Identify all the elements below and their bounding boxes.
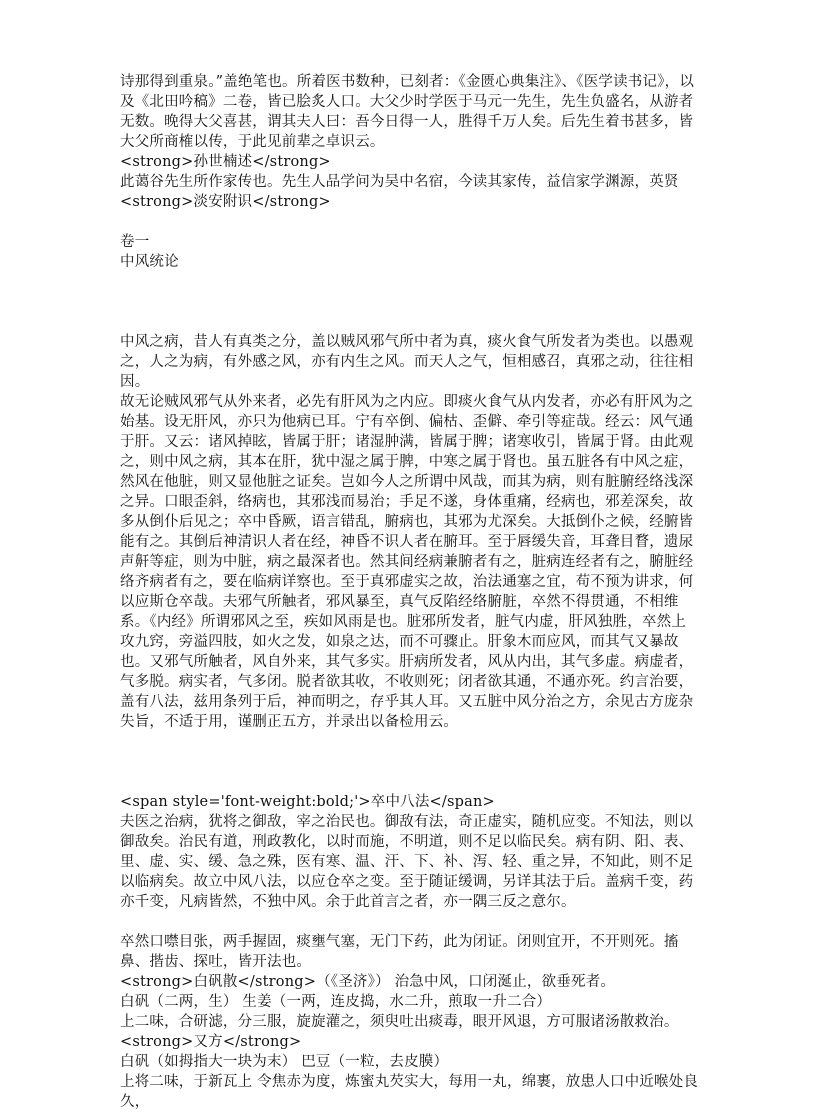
subsection-heading-eight-methods: <span style='font-weight:bold;'>卒中八法</span> — [120, 794, 495, 810]
author-line-sun-shinan: <strong>孙世楠述</strong> — [120, 154, 331, 170]
formula-title-baifan-san: <strong>白矾散</strong>（《圣济》） 治急中风，口闭涎止，欲垂死者。 — [120, 974, 616, 990]
paragraph-main-discussion: 故无论贼风邪气从外来者，必先有肝风为之内应。即痰火食气从内发者，亦必有肝风为之始基。设无肝风，亦只为他病已耳。宁有卒倒、偏枯、歪僻、牵引等症哉。经云：风气通于肝。又云：诸风掉眩，皆属于肝；诸湿肿满，皆属于脾；诸寒收引，皆属于肾。由此观之，则中风之病，其本在肝，犹中湿之属于脾，中寒之属于肾也。虽五脏各有中风之症，然风在他脏，则又显他脏之证矣。岂如今人之所谓中风哉，而其为病，则有脏腑经络浅深之异。口眼歪斜，络病也，其邪浅而易治；手足不遂，身体重痛，经病也，邪差深矣，故多从倒仆后见之；卒中昏厥，语言错乱，腑病也，其邪为尤深矣。大抵倒仆之候，经腑皆能有之。其倒后神清识人者在经，神昏不识人者在腑耳。至于唇缓失音，耳聋目瞀，遗尿声鼾等症，则为中脏，病之最深者也。然其间经病兼腑者有之，脏病连经者有之，腑脏经络齐病者有之，要在临病详察也。至于真邪虚实之故，治法通塞之宜，苟不预为讲求，何以应斯仓卒哉。夫邪气所触者，邪风暴至，真气反陷经络腑脏，卒然不得贯通，不相维系。《内经》所谓邪风之至，疾如风雨是也。脏邪所发者，脏气内虚，肝风独胜，卒然上攻九窍，旁溢四肢，如火之发，如泉之达，而不可骤止。肝象木而应风，而其气又暴故也。又邪气所触者，风自外来，其气多实。肝病所发者，风从内出，其气多虚。病虚者，气多脱。病实者，气多闭。脱者欲其收，不收则死；闭者欲其通，不通亦死。约言治要，盖有八法，兹用条列于后，神而明之，存乎其人耳。又五脏中风分治之方，余见古方庞杂失旨，不适于用，谨删正五方，并录出以备检用云。 — [120, 394, 694, 730]
paragraph-eight-methods: 夫医之治病，犹将之御敌，宰之治民也。御敌有法，奇正虚实，随机应变。不知法，则以御敌矣。治民有道，刑政教化，以时而施，不明道，则不足以临民矣。病有阴、阳、表、里、虚、实、缓、急之殊，医有寒、温、汗、下、补、泻、轻、重之异，不知此，则不足以临病矣。故立中风八法，以应仓卒之变。至于随证缓调，另详其法于后。盖病千变，药亦千变，凡病皆然，不独中风。余于此首言之者，亦一隅三反之意尔。 — [120, 814, 694, 910]
formula-title-alternate: <strong>又方</strong> — [120, 1034, 302, 1050]
formula-ingredients-alternate: 白矾（如拇指大一块为末） 巴豆（一粒，去皮膜） — [120, 1054, 449, 1070]
paragraph-note: 此蔼谷先生所作家传也。先生人品学问为吴中名宿，今读其家传，益信家学渊源，英贤 — [120, 174, 679, 190]
formula-ingredients: 白矾（二两，生） 生姜（一两，连皮捣，水二升，煎取一升二合） — [120, 994, 552, 1010]
paragraph-closed-syndrome: 卒然口噤目张，两手握固，痰壅气塞，无门下药，此为闭证。闭则宜开，不开则死。搐鼻、揩齿、探吐，皆开法也。 — [120, 934, 679, 970]
document-page — [120, 72, 700, 1112]
section-heading: 中风统论 — [120, 254, 179, 270]
formula-directions: 上二味，合研滤，分三服，旋旋灌之，须臾吐出痰毒，眼开风退，方可服诸汤散救治。 — [120, 1014, 679, 1030]
formula-directions-alternate: 上将二味，于新瓦上 令焦赤为度，炼蜜丸芡实大，每用一丸，绵裹，放患人口中近喉处良久， — [120, 1074, 699, 1110]
volume-heading: 卷一 — [120, 234, 150, 250]
annotator-line-dan-an: <strong>淡安附识</strong> — [120, 194, 331, 210]
paragraph-intro: 中风之病，昔人有真类之分，盖以贼风邪气所中者为真，痰火食气所发者为类也。以愚观之，人之为病，有外感之风，亦有内生之风。而天人之气，恒相感召，真邪之动，往往相因。 — [120, 334, 694, 390]
paragraph-biography-end: 诗那得到重泉。”盖绝笔也。所着医书数种，已刻者：《金匮心典集注》、《医学读书记》，以及《北田吟稿》二卷，皆已脍炙人口。大父少时学医于马元一先生，先生负盛名，从游者无数。晚得大父喜甚，谓其夫人曰：吾今日得一人，胜得千万人矣。后先生着书甚多，皆大父所商榷以传，于此见前辈之卓识云。 — [120, 74, 695, 150]
